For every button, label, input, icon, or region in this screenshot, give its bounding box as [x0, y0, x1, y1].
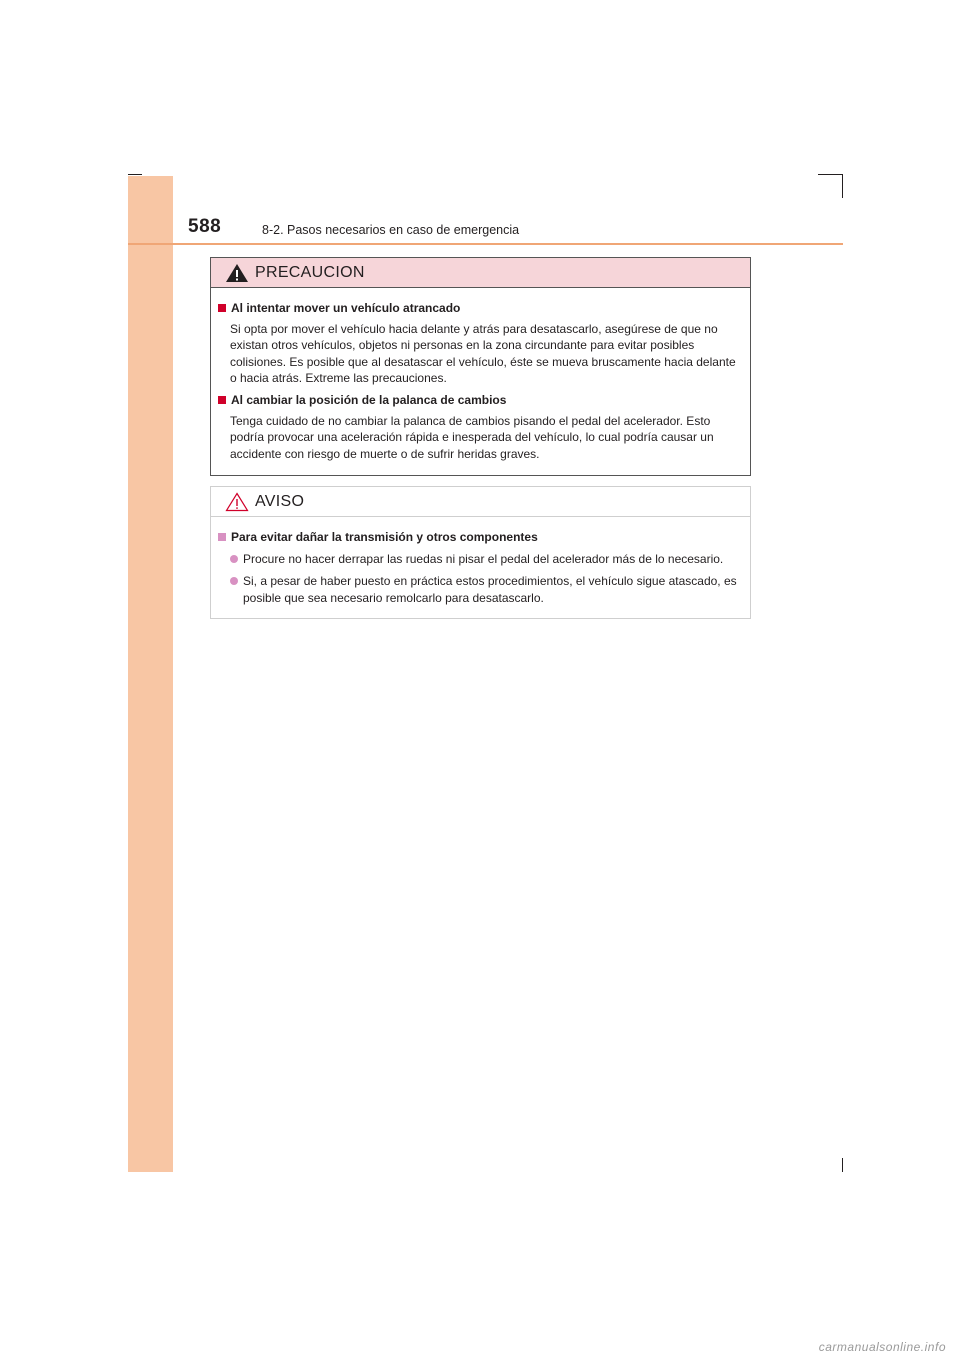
- watermark: carmanualsonline.info: [818, 1340, 946, 1354]
- crop-mark-top-left: [128, 174, 142, 175]
- warning-box-header: [211, 258, 750, 288]
- square-bullet-icon: [218, 304, 226, 312]
- section-title: 8-2. Pasos necesarios en caso de emergencia: [262, 223, 520, 237]
- side-color-band: [128, 176, 173, 1172]
- warning-box: [210, 257, 751, 476]
- round-bullet-icon: [230, 555, 238, 563]
- notice-box-label: AVISO: [255, 492, 305, 510]
- notice-item-title: Para evitar dañar la transmisión y otros componentes: [231, 530, 538, 544]
- square-bullet-icon: [218, 396, 226, 404]
- header-rule: [128, 243, 843, 245]
- warning-box-body: [211, 288, 750, 462]
- notice-item-heading: [218, 529, 742, 545]
- warning-item-title: Al intentar mover un vehículo atrancado: [231, 301, 461, 315]
- warning-item: [218, 300, 742, 386]
- warning-item-title: Al cambiar la posición de la palanca de cambios: [231, 393, 507, 408]
- notice-bullet: [230, 573, 742, 606]
- notice-bullet-text: Si, a pesar de haber puesto en práctica estos procedimientos, el vehículo sigue atascado, es posible que sea necesario remolcarlo para desatascarlo.: [243, 574, 737, 605]
- crop-mark-top-right-h: [818, 174, 842, 175]
- caution-triangle-icon: [225, 492, 249, 512]
- round-bullet-icon: [230, 577, 238, 585]
- crop-mark-top-right-v: [842, 174, 843, 198]
- warning-item-text: Si opta por mover el vehículo hacia delante y atrás para desatascarlo, asegúrese de que no existan otros vehículos, objetos ni personas en la zona circundante para evitar posibles colisiones. Es posible que al desatascar el vehículo, éste se mueva bruscamente hacia delante o hacia atrás. Extreme las precauciones.: [230, 322, 736, 385]
- warning-box-label: PRECAUCION: [255, 263, 365, 281]
- notice-bullet-text: Procure no hacer derrapar las ruedas ni pisar el pedal del acelerador más de lo necesario.: [243, 552, 724, 566]
- warning-item-heading: [218, 300, 742, 316]
- notice-box-body: [211, 517, 750, 606]
- warning-triangle-icon: [225, 263, 249, 283]
- square-bullet-icon: [218, 533, 226, 541]
- notice-box: [210, 486, 751, 619]
- notice-item: [218, 529, 742, 606]
- crop-mark-bottom-right-v: [842, 1158, 843, 1172]
- notice-box-header: [211, 487, 750, 517]
- warning-item-text: Tenga cuidado de no cambiar la palanca de cambios pisando el pedal del acelerador. Esto podría provocar una aceleración rápida e inesperada del vehículo, lo cual podría causar un accidente con riesgo de muerte o de sufrir heridas graves.: [230, 414, 714, 461]
- notice-bullet: [230, 551, 742, 567]
- warning-item-heading: [218, 392, 742, 408]
- page-number: 588: [188, 216, 222, 237]
- warning-item: [218, 392, 742, 462]
